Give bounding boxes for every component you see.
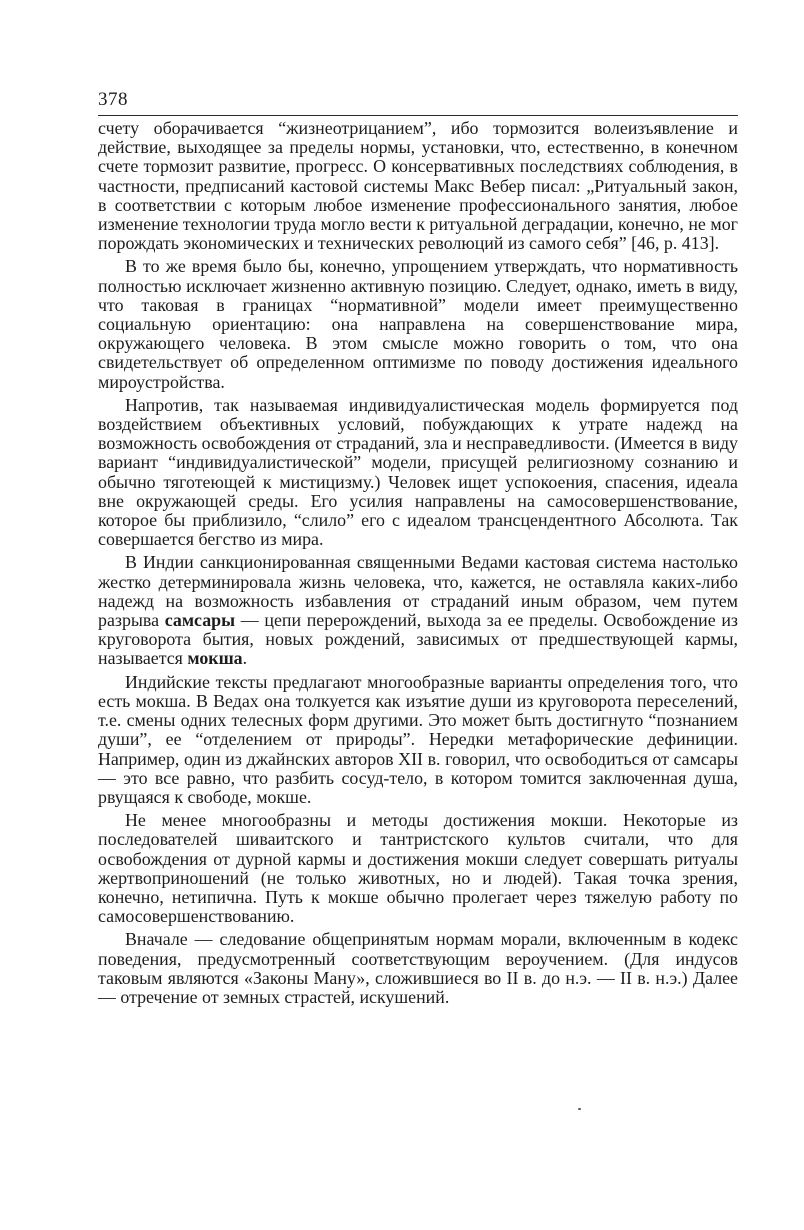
paragraph-4-text-a: В Индии санкционированная священными Ведами кастовая система настолько жестко детерминировала жизнь человека, что, кажется, не оставляла каких-либо надежд на возможность избавления от страданий иным образом, чем путем разрыва bbox=[98, 552, 738, 631]
paragraph-7: Вначале — следование общепринятым нормам морали, включенным в кодекс поведения, предусмотренный соответствующим вероучением. (Для индусов таковым являются «Законы Ману», сложившиеся во II в. до н.э. — II в. н.э.) Далее — отречение от земных страстей, искушений. bbox=[98, 929, 738, 1007]
body-text bbox=[98, 119, 738, 1007]
paragraph-6: Не менее многообразны и методы достижения мокши. Некоторые из последователей шиваитского и тантристского культов считали, что для освобождения от дурной кармы и достижения мокши следует совершать ритуалы жертвоприношений (не только животных, но и людей). Такая точка зрения, конечно, нетипична. Путь к мокше обычно пролегает через тяжелую работу по самосовершенствованию. bbox=[98, 810, 738, 927]
paragraph-1: счету оборачивается “жизнеотрицанием”, ибо тормозится волеизъявление и действие, выходящее за пределы нормы, установки, что, естественно, в конечном счете тормозит развитие, прогресс. О консервативных последствиях соблюдения, в частности, предписаний кастовой системы Макс Вебер писал: „Ритуальный закон, в соответствии с которым любое изменение профессионального занятия, любое изменение технологии труда могло вести к ритуальной деградации, конечно, не мог порождать экономических и технических революций из самого себя” [46, р. 413]. bbox=[98, 118, 738, 254]
paragraph-2: В то же время было бы, конечно, упрощением утверждать, что нормативность полностью исключает жизненно активную позицию. Следует, однако, иметь в виду, что таковая в границах “нормативной” модели имеет преимущественно социальную ориентацию: она направлена на совершенствование мира, окружающего человека. В этом смысле можно говорить о том, что она свидетельствует об определенном оптимизме по поводу достижения идеального мироустройства. bbox=[98, 256, 738, 392]
term-moksha: мокша bbox=[187, 648, 243, 669]
paragraph-5: Индийские тексты предлагают многообразные варианты определения того, что есть мокша. В Ведах она толкуется как изъятие души из круговорота переселений, т.е. смены одних телесных форм другими. Это может быть достигнуто “познанием души”, ее “отделением от природы”. Нередки метафорические дефиниции. Например, один из джайнских авторов XII в. говорил, что освободиться от самсары — это все равно, что разбить сосуд-тело, в котором томится заключенная душа, рвущаяся к свободе, мокше. bbox=[98, 671, 738, 807]
paragraph-4-text-c: . bbox=[242, 648, 248, 669]
paragraph-3: Напротив, так называемая индивидуалистическая модель формируется под воздействием объективных условий, побуждающих к утрате надежд на возможность освобождения от страданий, зла и несправедливости. (Имеется в виду вариант “индивидуалистической” модели, присущей религиозному сознанию и обычно тяготеющей к мистицизму.) Человек ищет успокоения, спасения, идеала вне окружающей среды. Его усилия направлены на самосовершенствование, которое бы приблизило, “слило” его с идеалом трансцендентного Абсолюта. Так совершается бегство из мира. bbox=[98, 394, 738, 550]
book-page bbox=[98, 88, 738, 1007]
paragraph-4 bbox=[98, 553, 738, 668]
scan-speck bbox=[578, 1108, 581, 1110]
term-samsara: самсары bbox=[164, 610, 236, 631]
paragraph-4-text-b: — цепи перерождений, выхода за ее пределы. Освобождение из круговорота бытия, новых рождений, зависимых от предшествующей кармы, называется bbox=[98, 610, 738, 669]
running-header bbox=[98, 88, 738, 116]
page-number: 378 bbox=[98, 89, 128, 110]
